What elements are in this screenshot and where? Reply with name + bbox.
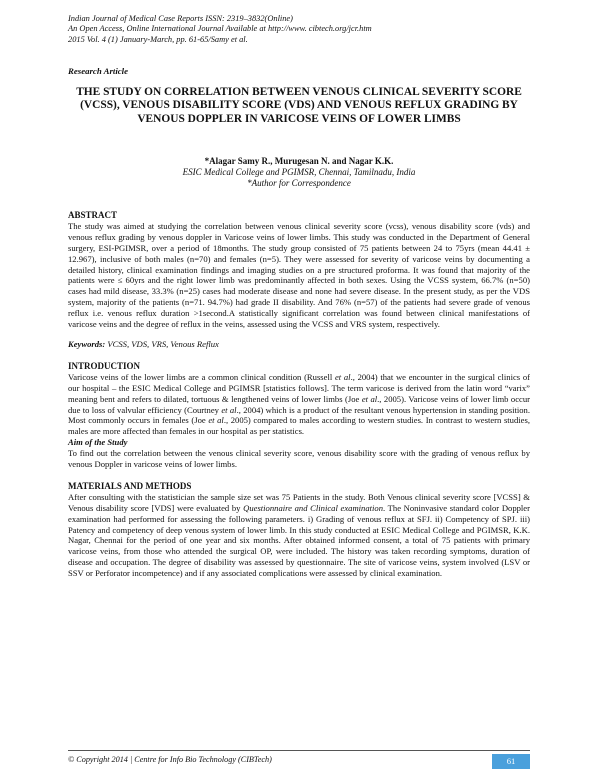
- journal-header: [68, 14, 372, 45]
- methods-heading: MATERIALS AND METHODS: [68, 480, 192, 491]
- journal-header-line-1: Indian Journal of Medical Case Reports ISSN: 2319–3832(Online): [68, 14, 293, 23]
- keywords-text: VCSS, VDS, VRS, Venous Reflux: [107, 338, 219, 349]
- article-type: Research Article: [68, 66, 129, 76]
- page-footer: [68, 750, 530, 771]
- paper-body: [68, 210, 530, 579]
- page-number: 61: [492, 754, 530, 769]
- correspondence-note: *Author for Correspondence: [247, 178, 351, 188]
- author-block: [68, 156, 530, 189]
- abstract-text: The study was aimed at studying the correlation between venous clinical severity score (vcss), venous disability score (vds) and venous reflux grading by venous doppler in Varicose veins of lower limbs. This study was conducted in the Department of General surgery, ESI-PGIMSR, over a period of 18months. The study group consisted of 75 patients between 24 to 75yrs (mean 44.41 ± 12.967), inclusive of both males (n=70) and females (n=5). They were assessed for severity of varicose veins by documenting a detailed history, clinical examination findings and imaging studies on a pre structured proforma. It was found that majority of the patients were ≤ 60yrs and the right lower limb was predominantly affected in both sexes. Using the VCSS system, 66.7% (n=50) cases had mild disease, 33.3% (n=25) cases had moderate disease and none had severe disease. In the present study, as per the VDS system, majority of the patients (n=71. 94.7%) had grade II disability. And 76% (n=57) of the patients had severe grade of venous reflux i.e. venous reflux duration >1second.A statistically significant correlation was found between clinical manifestations of varicose veins and the degree of reflux in the veins, assessed using the VCSS and VRS system, respectively.: [68, 220, 530, 330]
- aim-heading: Aim of the Study: [68, 437, 128, 448]
- author-names: *Alagar Samy R., Murugesan N. and Nagar K.K.: [204, 156, 394, 166]
- introduction-text: Varicose veins of the lower limbs are a common clinical condition (Russell et al., 2004) that we encounter in the surgical clinics of our hospital – the ESIC Medical College and PGIMSR [statistics follows]. The term varicose is derived from the latin word “varix” meaning bent and refers to dilated, tortuous & lengthened veins of lower limbs (Joe et al., 2005). Varicose veins of lower limb occur due to loss of valvular efficiency (Courtney et al., 2004) which is a product of the resultant venous hypertension in standing position. Most commonly occurs in females (Joe et al., 2005) compared to males according to western studies. In contrast to western studies, males are more affected than females in our hospital as per statistics.: [68, 371, 530, 437]
- abstract-heading: ABSTRACT: [68, 210, 118, 220]
- keywords-label: Keywords:: [68, 338, 106, 349]
- journal-header-line-3: 2015 Vol. 4 (1) January-March, pp. 61-65/Samy et al.: [68, 34, 248, 44]
- introduction-heading: INTRODUCTION: [68, 360, 141, 371]
- copyright-notice: © Copyright 2014 | Centre for Info Bio Technology (CIBTech): [68, 755, 272, 764]
- paper-title: THE STUDY ON CORRELATION BETWEEN VENOUS CLINICAL SEVERITY SCORE (VCSS), VENOUS DISABILITY SCORE (VDS) AND VENOUS REFLUX GRADING BY VENOUS DOPPLER IN VARICOSE VEINS OF LOWER LIMBS: [76, 86, 522, 125]
- author-affiliation: ESIC Medical College and PGIMSR, Chennai, Tamilnadu, India: [182, 167, 416, 177]
- keywords: [68, 339, 530, 350]
- journal-header-line-2: An Open Access, Online International Journal Available at http://www. cibtech.org/jcr.htm: [68, 24, 372, 34]
- aim-text: To find out the correlation between the venous clinical severity score, venous disability score with the grading of venous reflux by venous Doppler in varicose veins of lower limbs.: [68, 448, 530, 470]
- methods-text: After consulting with the statistician the sample size set was 75 Patients in the study. Both Venous clinical severity score [VCSS] & Venous disability score [VDS] were evaluated by Questionnaire and Clinical examination. The Noninvasive standard color Doppler examination had performed for assessing the following parameters. i) Grading of venous reflux at SFJ. ii) Competency of SPJ. iii) Patency and competency of deep venous system of lower limb. In this study conducted at ESIC Medical College and PGIMSR, K.K. Nagar, Chennai for the period of one year and six months. After obtained informed consent, a total of 75 patients with primary varicose veins, from those who attended the surgical OP, were included. The history was taken recording symptoms, duration of disease and occupation. The degree of disability was assessed by questionnaire. The site of varicose veins, system involved (LSV or SSV or Perforator incompetence) and if any associated complications were assessed by clinical examination.: [68, 491, 530, 579]
